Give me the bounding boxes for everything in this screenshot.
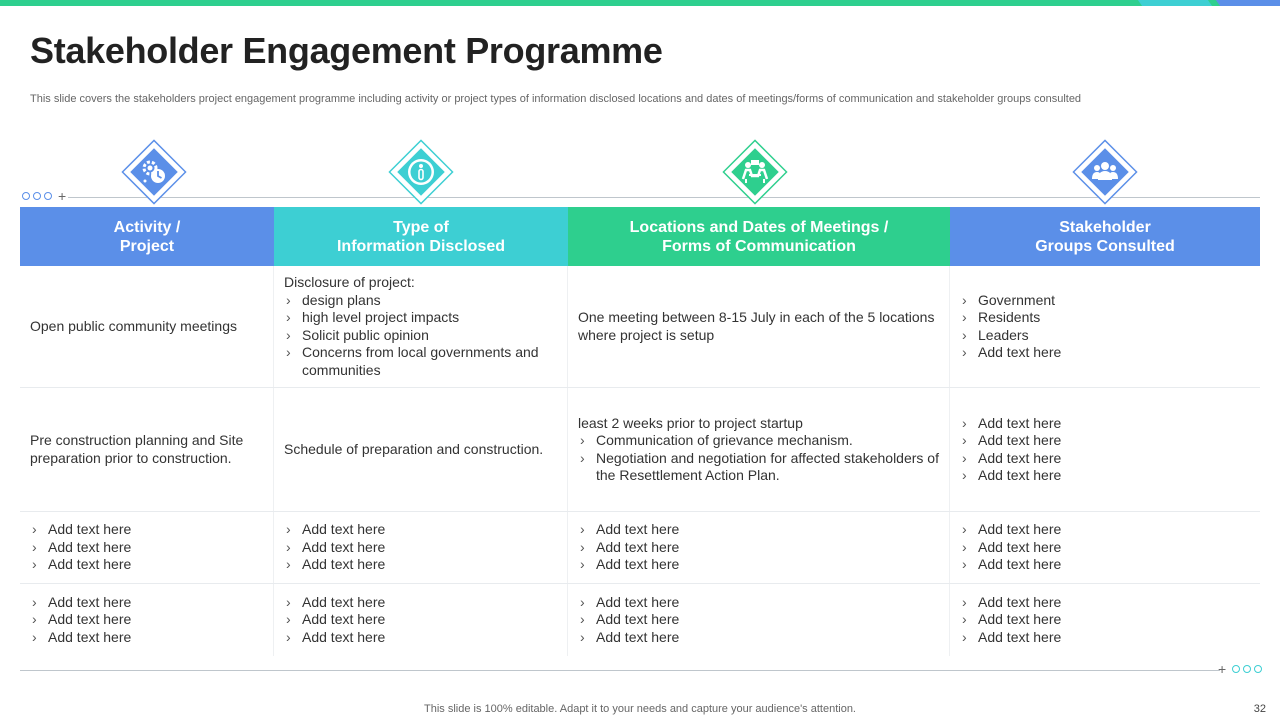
group-icon xyxy=(1090,157,1120,187)
list-item: › Add text here xyxy=(960,629,1250,647)
timeline-dots-right xyxy=(1218,661,1262,677)
bottom-divider-line xyxy=(20,670,1220,671)
list-item: › Add text here xyxy=(30,594,263,612)
list-item: › Leaders xyxy=(960,327,1250,345)
dot-decoration xyxy=(1232,665,1240,673)
table-cell xyxy=(568,584,950,656)
list-item: › Add text here xyxy=(960,450,1250,468)
top-accent-bar xyxy=(0,0,1280,6)
bullet-list xyxy=(578,432,939,485)
list-item: › Add text here xyxy=(30,539,263,557)
table-cell xyxy=(20,512,274,583)
meeting-icon xyxy=(740,157,770,187)
list-item: › Add text here xyxy=(284,556,557,574)
table-cell xyxy=(20,584,274,656)
list-item: › Add text here xyxy=(578,539,939,557)
table-cell xyxy=(274,388,568,511)
stakeholder-diamond xyxy=(1073,140,1137,204)
list-item: › Residents xyxy=(960,309,1250,327)
list-item: › Add text here xyxy=(960,415,1250,433)
list-item: › Add text here xyxy=(578,594,939,612)
list-item: › Add text here xyxy=(960,467,1250,485)
bullet-list xyxy=(960,292,1250,362)
list-item: › Solicit public opinion xyxy=(284,327,557,345)
list-item: › Add text here xyxy=(30,611,263,629)
slide-title: Stakeholder Engagement Programme xyxy=(30,30,663,71)
cell-text: Open public community meetings xyxy=(30,317,237,334)
dot-decoration xyxy=(44,192,52,200)
table-cell xyxy=(950,266,1260,387)
info-icon xyxy=(406,157,436,187)
gear-clock-icon xyxy=(139,157,169,187)
list-item: › Add text here xyxy=(284,594,557,612)
header-activity-project: Activity / Project xyxy=(20,207,274,266)
slide-footer-note: This slide is 100% editable. Adapt it to your needs and capture your audience's attention. xyxy=(424,703,856,715)
dot-decoration xyxy=(33,192,41,200)
list-item: › Add text here xyxy=(284,611,557,629)
list-item: › Concerns from local governments and communities xyxy=(284,344,557,379)
list-item: › Add text here xyxy=(284,629,557,647)
table-row xyxy=(20,388,1260,512)
table-cell xyxy=(20,266,274,387)
bullet-list xyxy=(578,521,939,574)
table-row xyxy=(20,584,1260,656)
table-cell xyxy=(568,512,950,583)
engagement-table xyxy=(20,207,1260,656)
list-item: › Add text here xyxy=(30,629,263,647)
cell-text: One meeting between 8-15 July in each of the 5 locations where project is setup xyxy=(578,309,935,343)
list-item: › design plans xyxy=(284,292,557,310)
header-information-disclosed: Type of Information Disclosed xyxy=(274,207,568,266)
list-item: › Add text here xyxy=(960,539,1250,557)
activity-diamond xyxy=(122,140,186,204)
list-item: › Add text here xyxy=(960,432,1250,450)
header-stakeholder-groups: Stakeholder Groups Consulted xyxy=(950,207,1260,266)
slide-subtitle: This slide covers the stakeholders project engagement programme including activity or project types of information disclosed locations and dates of meetings/forms of communication and stakeholder groups consulted xyxy=(30,93,1082,105)
table-cell xyxy=(274,512,568,583)
cell-text: Pre construction planning and Site preparation prior to construction. xyxy=(30,432,244,466)
list-item: › Negotiation and negotiation for affected stakeholders of the Resettlement Action Plan. xyxy=(578,450,939,485)
dot-decoration xyxy=(1254,665,1262,673)
list-item: › Add text here xyxy=(284,521,557,539)
table-cell xyxy=(20,388,274,511)
list-item: › Add text here xyxy=(578,629,939,647)
plus-decoration: + xyxy=(1218,661,1227,677)
list-item: › Communication of grievance mechanism. xyxy=(578,432,939,450)
list-item: › Add text here xyxy=(960,594,1250,612)
header-locations-dates: Locations and Dates of Meetings / Forms of Communication xyxy=(568,207,950,266)
cell-intro: Disclosure of project: xyxy=(284,274,415,290)
dot-decoration xyxy=(1243,665,1251,673)
list-item: › Add text here xyxy=(960,611,1250,629)
table-cell xyxy=(568,388,950,511)
top-accent-teal-segment xyxy=(1138,0,1212,6)
bullet-list xyxy=(960,415,1250,485)
list-item: › Add text here xyxy=(578,521,939,539)
list-item: › Add text here xyxy=(578,611,939,629)
list-item: › Government xyxy=(960,292,1250,310)
table-cell xyxy=(950,512,1260,583)
list-item: › high level project impacts xyxy=(284,309,557,327)
bullet-list xyxy=(284,521,557,574)
bullet-list xyxy=(30,594,263,647)
table-cell xyxy=(950,584,1260,656)
list-item: › Add text here xyxy=(30,521,263,539)
top-accent-blue-segment xyxy=(1216,0,1280,6)
info-diamond xyxy=(389,140,453,204)
bullet-list xyxy=(284,292,557,380)
bullet-list xyxy=(578,594,939,647)
list-item: › Add text here xyxy=(960,344,1250,362)
table-cell xyxy=(568,266,950,387)
plus-decoration: + xyxy=(58,188,67,204)
cell-intro: least 2 weeks prior to project startup xyxy=(578,414,803,431)
page-number: 32 xyxy=(1253,703,1266,715)
table-row xyxy=(20,512,1260,584)
cell-text: Schedule of preparation and construction. xyxy=(284,440,544,457)
list-item: › Add text here xyxy=(284,539,557,557)
bullet-list xyxy=(284,594,557,647)
table-row xyxy=(20,266,1260,388)
timeline-dots-left xyxy=(22,188,67,204)
bullet-list xyxy=(960,594,1250,647)
bullet-list xyxy=(30,521,263,574)
meeting-diamond xyxy=(723,140,787,204)
list-item: › Add text here xyxy=(960,556,1250,574)
table-cell xyxy=(950,388,1260,511)
table-cell xyxy=(274,584,568,656)
table-header-row xyxy=(20,207,1260,266)
dot-decoration xyxy=(22,192,30,200)
list-item: › Add text here xyxy=(30,556,263,574)
list-item: › Add text here xyxy=(960,521,1250,539)
list-item: › Add text here xyxy=(578,556,939,574)
table-cell xyxy=(274,266,568,387)
bullet-list xyxy=(960,521,1250,574)
